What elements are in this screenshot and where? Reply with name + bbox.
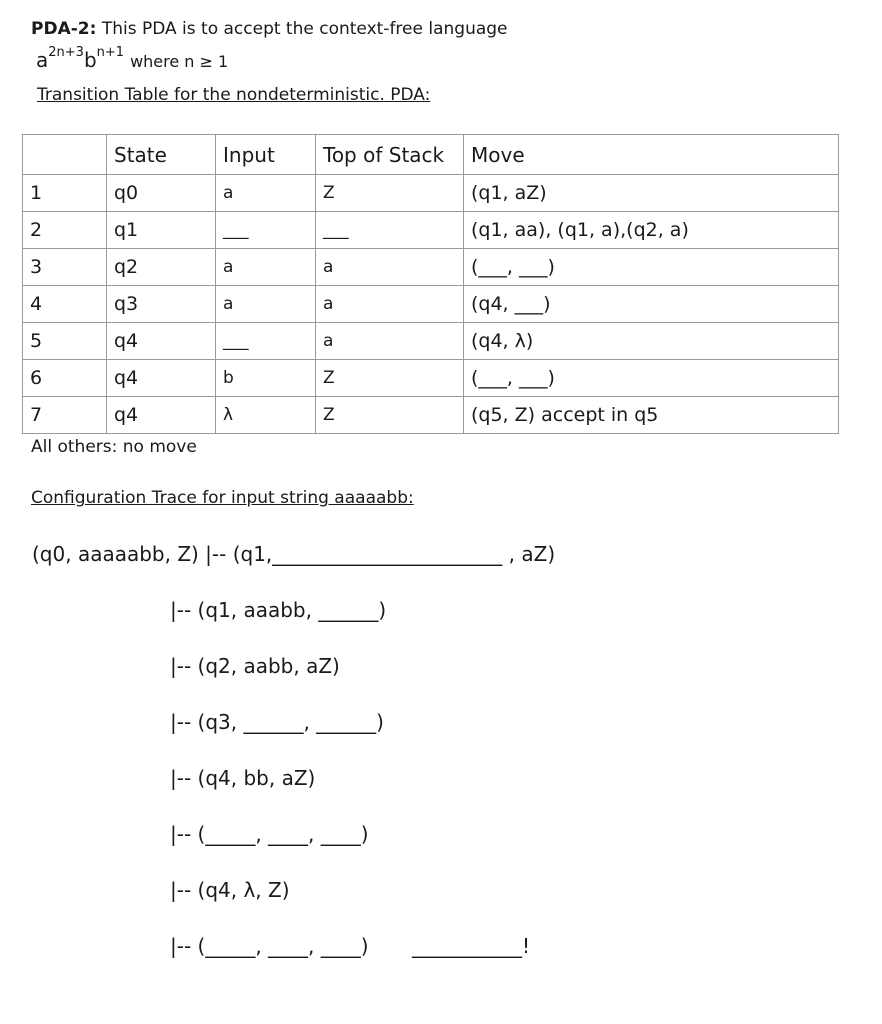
table-row xyxy=(23,286,839,323)
trace-heading: Configuration Trace for input string aaaaabb: xyxy=(31,488,414,508)
row-move: (___, ___) xyxy=(464,360,839,397)
row-num: 2 xyxy=(23,212,107,249)
col-header-input: Input xyxy=(216,135,316,175)
row-num: 6 xyxy=(23,360,107,397)
table-row xyxy=(23,360,839,397)
row-top: a xyxy=(316,286,464,323)
trace-line: |-- (q3, ______, ______) xyxy=(170,710,384,734)
final-answer-blank: ___________! xyxy=(412,934,531,958)
col-header-num xyxy=(23,135,107,175)
row-move: (q5, Z) accept in q5 xyxy=(464,397,839,434)
trace-line: |-- (q2, aabb, aZ) xyxy=(170,654,340,678)
row-move: (q4, ___) xyxy=(464,286,839,323)
page-title xyxy=(31,19,508,39)
table-row xyxy=(23,249,839,286)
trace-line: |-- (_____, ____, ____) xyxy=(170,934,369,958)
row-input: a xyxy=(216,286,316,323)
trace-line: (q0, aaaaabb, Z) |-- (q1,_______________________ , aZ) xyxy=(32,542,556,566)
row-top: a xyxy=(316,249,464,286)
row-num: 5 xyxy=(23,323,107,360)
table-row xyxy=(23,323,839,360)
trace-line: |-- (q4, bb, aZ) xyxy=(170,766,316,790)
row-num: 7 xyxy=(23,397,107,434)
lang-b: b xyxy=(83,48,97,72)
table-footnote: All others: no move xyxy=(31,437,197,457)
table-heading: Transition Table for the nondeterministic. PDA: xyxy=(37,85,431,105)
row-top: ___ xyxy=(316,212,464,249)
row-top: Z xyxy=(316,397,464,434)
language-expression xyxy=(36,45,229,72)
row-state: q1 xyxy=(107,212,216,249)
row-num: 3 xyxy=(23,249,107,286)
row-move: (q1, aa), (q1, a),(q2, a) xyxy=(464,212,839,249)
row-move: (q1, aZ) xyxy=(464,175,839,212)
col-header-top-of-stack: Top of Stack xyxy=(316,135,464,175)
col-header-move: Move xyxy=(464,135,839,175)
row-move: (___, ___) xyxy=(464,249,839,286)
lang-a-exponent: 2n+3 xyxy=(48,45,84,60)
lang-b-exponent: n+1 xyxy=(96,45,125,60)
trace-line: |-- (q1, aaabb, ______) xyxy=(170,598,387,622)
row-move: (q4, λ) xyxy=(464,323,839,360)
row-num: 4 xyxy=(23,286,107,323)
row-input: b xyxy=(216,360,316,397)
row-input: a xyxy=(216,175,316,212)
row-input: ___ xyxy=(216,323,316,360)
row-input: ___ xyxy=(216,212,316,249)
col-header-state: State xyxy=(107,135,216,175)
row-input: λ xyxy=(216,397,316,434)
lang-condition: where n ≥ 1 xyxy=(130,52,229,71)
row-state: q4 xyxy=(107,323,216,360)
lang-a: a xyxy=(36,48,49,72)
title-label: PDA-2: xyxy=(31,19,97,39)
row-state: q3 xyxy=(107,286,216,323)
row-state: q0 xyxy=(107,175,216,212)
row-state: q4 xyxy=(107,360,216,397)
table-row xyxy=(23,397,839,434)
title-description: This PDA is to accept the context-free language xyxy=(96,19,508,39)
row-state: q4 xyxy=(107,397,216,434)
trace-line: |-- (q4, λ, Z) xyxy=(170,878,290,902)
row-top: a xyxy=(316,323,464,360)
table-row xyxy=(23,175,839,212)
table-header-row xyxy=(23,135,839,175)
row-input: a xyxy=(216,249,316,286)
row-state: q2 xyxy=(107,249,216,286)
row-top: Z xyxy=(316,360,464,397)
row-top: Z xyxy=(316,175,464,212)
table-row xyxy=(23,212,839,249)
trace-line: |-- (_____, ____, ____) xyxy=(170,822,369,846)
transition-table xyxy=(22,134,839,434)
row-num: 1 xyxy=(23,175,107,212)
